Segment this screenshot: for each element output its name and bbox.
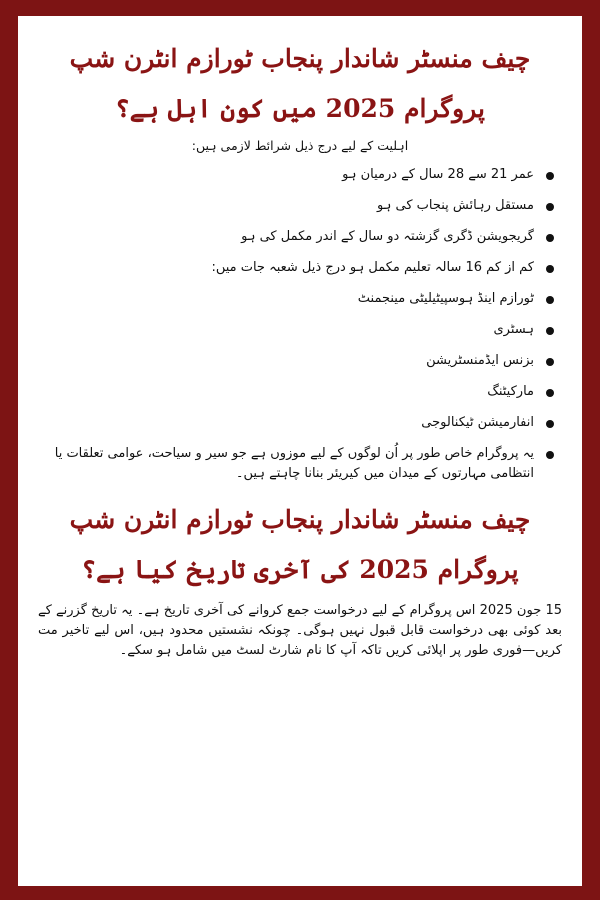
list-item-text: کم از کم 16 سالہ تعلیم مکمل ہو درج ذیل شعبہ جات میں: [211,260,534,275]
list-item-text: مارکیٹنگ [487,384,534,399]
bullet-icon [546,451,554,459]
deadline-heading-line2: پروگرام 2025 کی آخری تاریخ کیا ہے؟ [81,555,519,584]
bullet-icon [546,203,554,211]
list-item [38,314,556,345]
list-item-text: بزنس ایڈمنسٹریشن [426,353,534,368]
bullet-icon [546,327,554,335]
list-item [38,159,556,190]
deadline-heading-line1: چیف منسٹر شاندار پنجاب ٹورازم انٹرن شپ [69,505,531,534]
deadline-paragraph: 15 جون 2025 اس پروگرام کے لیے درخواست جمع کروانے کی آخری تاریخ ہے۔ یہ تاریخ گزرنے کے بعد کوئی بھی درخواست قابل قبول نہیں ہوگی۔ چونکہ نشستیں محدود ہیں، اس لیے تاخیر مت کریں—فوری طور پر اپلائی کریں تاکہ آپ کا نام شارٹ لسٹ میں شامل ہو سکے۔ [38,603,562,658]
bullet-icon [546,296,554,304]
deadline-section [38,495,562,661]
eligibility-list [38,159,562,489]
eligibility-heading-line1: چیف منسٹر شاندار پنجاب ٹورازم انٹرن شپ [69,44,531,73]
eligibility-heading-line2: پروگرام 2025 میں کون اہل ہے؟ [115,94,485,123]
list-item-text: انفارمیشن ٹیکنالوجی [421,415,534,430]
list-item [38,252,556,283]
bullet-icon [546,358,554,366]
eligibility-section [38,34,562,489]
deadline-heading [38,495,562,595]
list-item-text: ٹورازم اینڈ ہوسپیٹیلیٹی مینجمنٹ [357,291,534,306]
list-item [38,221,556,252]
list-item [38,376,556,407]
bullet-icon [546,172,554,180]
bullet-icon [546,234,554,242]
eligibility-heading [38,34,562,134]
bullet-icon [546,265,554,273]
list-item-text: مستقل رہائش پنجاب کی ہو [377,198,534,213]
list-item-text: یہ پروگرام خاص طور پر اُن لوگوں کے لیے موزوں ہے جو سیر و سیاحت، عوامی تعلقات یا انتظامی مہارتوں کے میدان میں کیریئر بنانا چاہتے ہیں۔ [54,446,534,481]
list-item [38,283,556,314]
bullet-icon [546,389,554,397]
list-item [38,438,556,489]
bullet-icon [546,420,554,428]
list-item-text: گریجویشن ڈگری گزشتہ دو سال کے اندر مکمل کی ہو [241,229,534,244]
list-item-text: ہسٹری [493,322,534,337]
eligibility-intro: اہلیت کے لیے درج ذیل شرائط لازمی ہیں: [191,138,409,153]
list-item [38,407,556,438]
content-panel [18,16,582,886]
list-item-text: عمر 21 سے 28 سال کے درمیان ہو [342,167,534,182]
list-item [38,345,556,376]
list-item [38,190,556,221]
